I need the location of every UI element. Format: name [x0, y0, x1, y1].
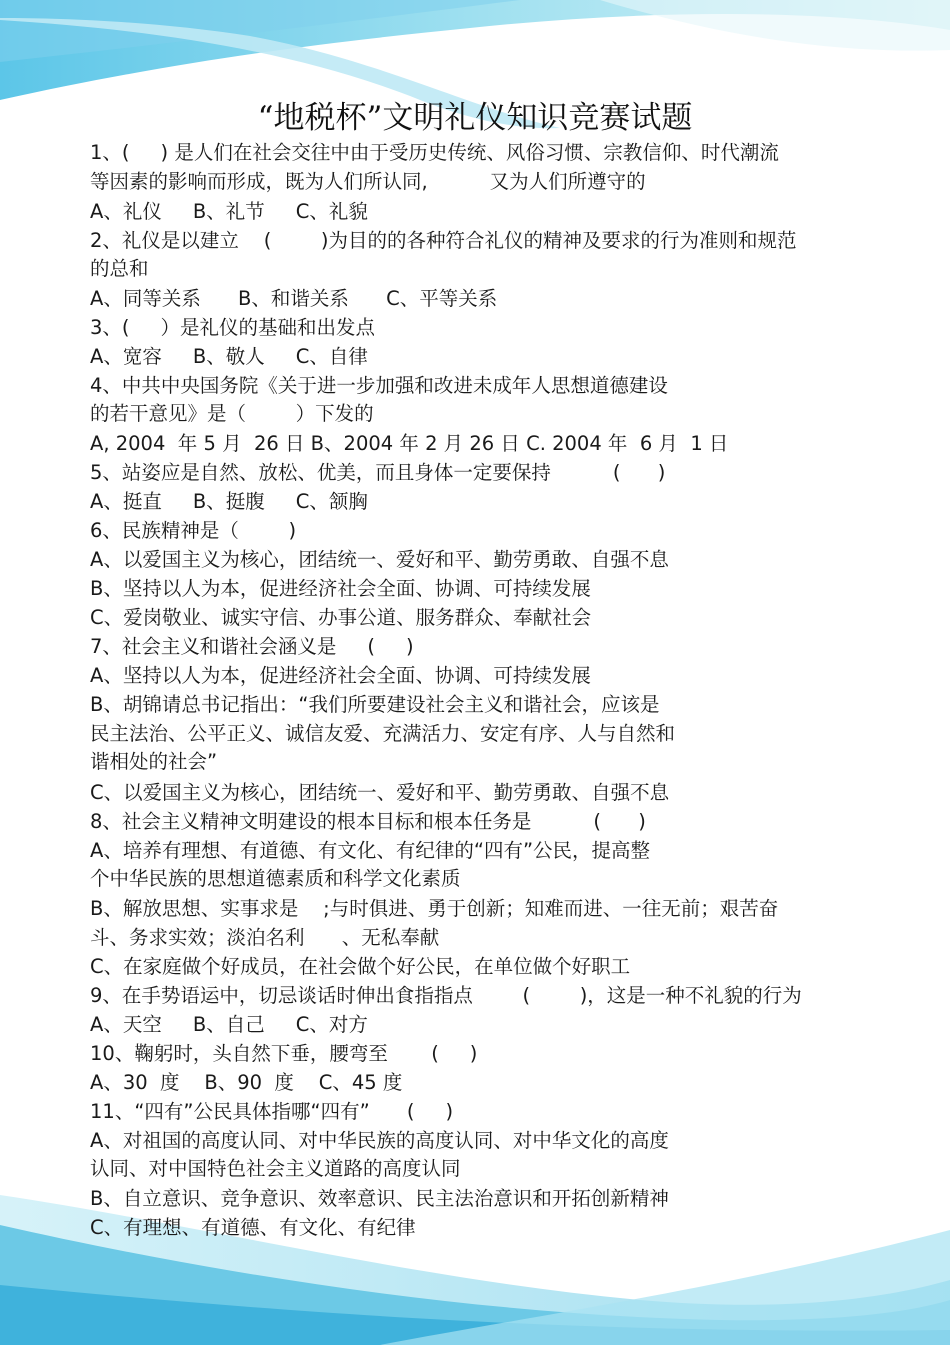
text-line: A、以爱国主义为核心，团结统一、爱好和平、勤劳勇敢、自强不息 — [90, 548, 669, 571]
text-line: 1、( ) 是人们在社会交往中由于受历史传统、风俗习惯、宗教信仰、时代潮流 — [90, 141, 779, 164]
text-line: B、胡锦请总书记指出：“我们所要建设社会主义和谐社会，应该是 — [90, 693, 660, 716]
page-title: “地税杯”文明礼仪知识竞赛试题 — [257, 100, 693, 136]
text-line: A、坚持以人为本，促进经济社会全面、协调、可持续发展 — [90, 664, 591, 687]
text-line: B、坚持以人为本，促进经济社会全面、协调、可持续发展 — [90, 577, 591, 600]
text-line: 个中华民族的思想道德素质和科学文化素质 — [90, 867, 461, 890]
text-line: A、对祖国的高度认同、对中华民族的高度认同、对中华文化的高度 — [90, 1129, 669, 1152]
text-line: 民主法治、公平正义、诚信友爱、充满活力、安定有序、人与自然和 — [90, 722, 676, 745]
text-line: A、同等关系 B、和谐关系 C、平等关系 — [90, 287, 498, 310]
text-line: 9、在手势语运中，切忌谈话时伸出食指指点 ( )，这是一种不礼貌的行为 — [90, 984, 802, 1007]
text-line: A、挺直 B、挺腹 C、颔胸 — [90, 490, 368, 513]
text-line: 的若干意见》是（ ）下发的 — [90, 402, 374, 425]
text-line: 7、社会主义和谐社会涵义是 ( ) — [90, 635, 414, 658]
text-line: C、有理想、有道德、有文化、有纪律 — [90, 1216, 416, 1239]
text-line: 的总和 — [90, 257, 149, 280]
text-line: 斗、务求实效；淡泊名利 、无私奉献 — [90, 926, 440, 949]
text-line: 3、( ）是礼仪的基础和出发点 — [90, 316, 376, 339]
text-line: 4、中共中央国务院《关于进一步加强和改进未成年人思想道德建设 — [90, 374, 668, 397]
text-line: 等因素的影响而形成，既为人们所认同, 又为人们所遵守的 — [90, 170, 646, 193]
text-line: A、礼仪 B、礼节 C、礼貌 — [90, 200, 368, 223]
text-line: 谐相处的社会” — [90, 750, 218, 773]
text-line: 2、礼仪是以建立 ( )为目的的各种符合礼仪的精神及要求的行为准则和规范 — [90, 229, 797, 252]
text-line: C、在家庭做个好成员，在社会做个好公民，在单位做个好职工 — [90, 955, 631, 978]
text-line: A、天空 B、自己 C、对方 — [90, 1013, 368, 1036]
text-line: 5、站姿应是自然、放松、优美，而且身体一定要保持 ( ) — [90, 461, 666, 484]
text-line: 10、鞠躬时，头自然下垂，腰弯至 ( ) — [90, 1042, 478, 1065]
text-line: B、解放思想、实事求是 ;与时俱进、勇于创新；知难而进、一往无前；艰苦奋 — [90, 897, 779, 920]
text-line: 11、“四有”公民具体指哪“四有” ( ) — [90, 1100, 454, 1123]
text-line: B、自立意识、竞争意识、效率意识、民主法治意识和开拓创新精神 — [90, 1187, 669, 1210]
text-line: 认同、对中国特色社会主义道路的高度认同 — [90, 1157, 461, 1180]
text-line: A, 2004 年 5 月 26 日 B、2004 年 2 月 26 日 C. 2004 年 6 月 1 日 — [90, 432, 729, 455]
text-line: A、30 度 B、90 度 C、45 度 — [90, 1071, 403, 1094]
text-line: A、宽容 B、敬人 C、自律 — [90, 345, 368, 368]
text-line: 8、社会主义精神文明建设的根本目标和根本任务是 ( ) — [90, 810, 646, 833]
text-line: C、爱岗敬业、诚实守信、办事公道、服务群众、奉献社会 — [90, 606, 592, 629]
text-line: A、培养有理想、有道德、有文化、有纪律的“四有”公民，提高整 — [90, 839, 651, 862]
text-line: 6、民族精神是（ ) — [90, 519, 297, 542]
text-line: C、以爱国主义为核心，团结统一、爱好和平、勤劳勇敢、自强不息 — [90, 781, 670, 804]
